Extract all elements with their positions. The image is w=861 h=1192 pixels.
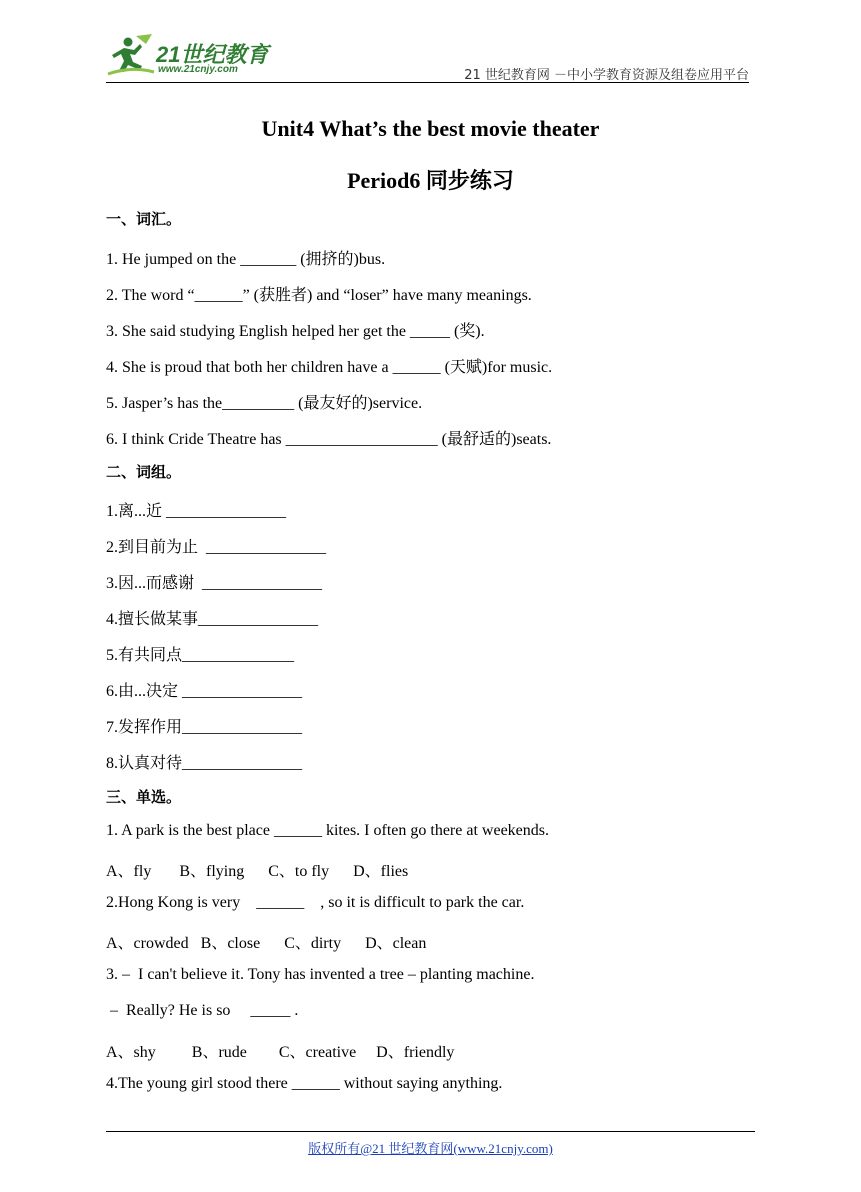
question-line: 3. She said studying English helped her get the _____ (奖). — [106, 323, 485, 340]
phrase-line: 6.由...决定 _______________ — [106, 683, 303, 700]
question-line: 1. A park is the best place ______ kites. I often go there at weekends. — [106, 822, 549, 839]
question-line: 4. She is proud that both her children have a ______ (天赋)for music. — [106, 359, 553, 376]
question-line: 5. Jasper’s has the_________ (最友好的)service. — [106, 395, 423, 412]
page-header — [106, 28, 749, 84]
page-subtitle: Period6 同步练习 — [347, 168, 514, 193]
logo-url: www.21cnjy.com — [158, 64, 238, 75]
site-logo — [106, 32, 286, 78]
phrase-line: 3.因...而感谢 _______________ — [106, 575, 323, 592]
question-line: 3. – I can't believe it. Tony has invented a tree – planting machine. — [106, 966, 535, 983]
header-divider — [106, 82, 749, 83]
logo-text: 21世纪教育 — [156, 42, 269, 67]
options-line: A、crowded B、close C、dirty D、clean — [106, 935, 427, 952]
runner-logo-icon — [106, 32, 156, 78]
phrase-line: 2.到目前为止 _______________ — [106, 539, 327, 556]
section-heading: 二、词组。 — [106, 463, 182, 481]
copyright-link[interactable]: 版权所有@21 世纪教育网(www.21cnjy.com) — [308, 1141, 553, 1156]
question-line: 4.The young girl stood there ______ without saying anything. — [106, 1075, 503, 1092]
phrase-line: 1.离...近 _______________ — [106, 503, 287, 520]
phrase-line: 8.认真对待_______________ — [106, 755, 303, 772]
phrase-line: 7.发挥作用_______________ — [106, 719, 303, 736]
question-line: 1. He jumped on the _______ (拥挤的)bus. — [106, 251, 386, 268]
options-line: A、fly B、flying C、to fly D、flies — [106, 863, 409, 880]
options-line: A、shy B、rude C、creative D、friendly — [106, 1044, 455, 1061]
phrase-line: 5.有共同点______________ — [106, 647, 295, 664]
section-heading: 三、单选。 — [106, 788, 182, 806]
site-tagline: 21 世纪教育网 －中小学教育资源及组卷应用平台 — [464, 68, 749, 83]
page-title: Unit4 What’s the best movie theater — [261, 116, 600, 141]
question-line: 2.Hong Kong is very ______ , so it is difficult to park the car. — [106, 894, 525, 911]
question-line: 2. The word “______” (获胜者) and “loser” have many meanings. — [106, 287, 532, 304]
question-line: – Really? He is so _____ . — [106, 1002, 299, 1019]
phrase-line: 4.擅长做某事_______________ — [106, 611, 319, 628]
section-heading: 一、词汇。 — [106, 210, 182, 228]
footer-divider — [106, 1131, 755, 1132]
question-line: 6. I think Cride Theatre has ___________________ (最舒适的)seats. — [106, 431, 552, 448]
